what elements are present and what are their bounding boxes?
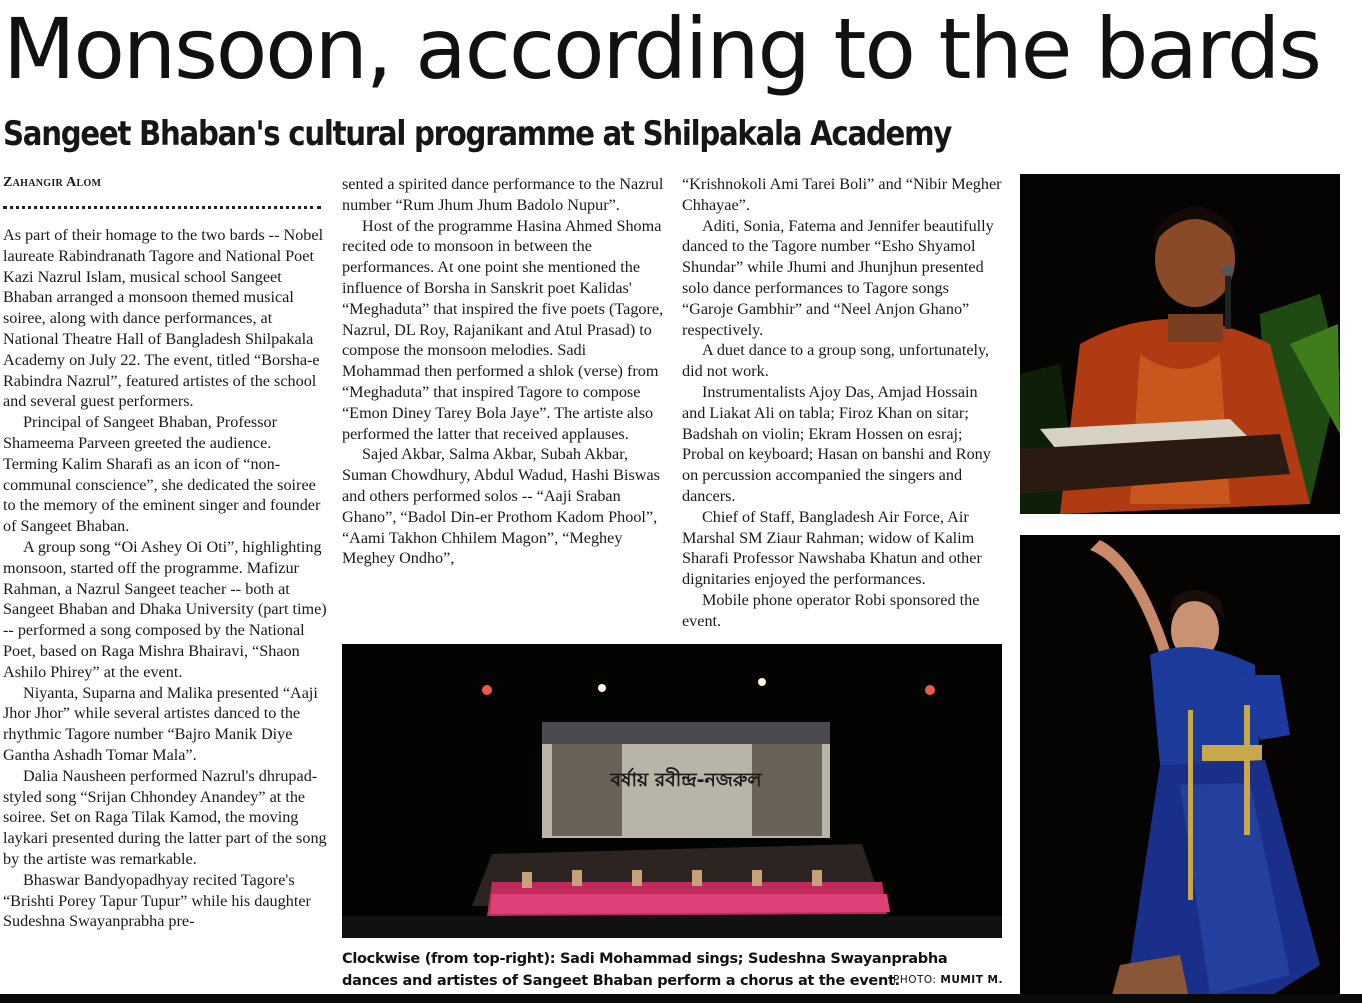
photo-credit-label: PHOTO:: [893, 974, 937, 986]
paragraph: sented a spirited dance performance to the Nazrul number “Rum Jhum Jhum Badolo Nupur”.: [342, 175, 664, 214]
paragraph: Dalia Nausheen performed Nazrul's dhrupad-styled song “Srijan Chhondey Anandey” at the soiree. Set on Raga Tilak Kamod, the moving laykari presented during the latter part of the song by the artiste was remarkable.: [3, 766, 327, 868]
stage-photo: [342, 644, 1002, 938]
byline-divider: [3, 206, 321, 209]
paragraph: A group song “Oi Ashey Oi Oti”, highlighting monsoon, started off the programme. Mafizur Rahman, a Nazrul Sangeet teacher -- both at Sangeet Bhaban and Dhaka University (part time) -- performed a song composed by the National Poet, based on Raga Mishra Bhairavi, “Shaon Ashilo Phirey” at the event.: [3, 537, 327, 681]
paragraph: A duet dance to a group song, unfortunately, did not work.: [682, 341, 990, 381]
paragraph: Sajed Akbar, Salma Akbar, Subah Akbar, Suman Chowdhury, Abdul Wadud, Hashi Biswas and others performed solos -- “Aaji Sraban Ghano”, “Badol Din-er Prothom Kadom Phool”, “Aami Takhon Chhilem Magon”, “Meghey Meghey Ondho”,: [342, 445, 660, 568]
dancer-photo: [1020, 535, 1340, 1003]
paragraph: “Krishnokoli Ami Tarei Boli” and “Nibir Megher Chhayae”.: [682, 175, 1002, 214]
paragraph: Aditi, Sonia, Fatema and Jennifer beautifully danced to the Tagore number “Esho Shyamol Shundar” while Jhumi and Jhunjhun presented solo dance performances to Tagore songs “Garoje Gambhir” and “Neel Anjon Ghano” respectively.: [682, 216, 994, 339]
page-bottom-bar: [0, 994, 1362, 1003]
photo-caption: Clockwise (from top-right): Sadi Mohammad sings; Sudeshna Swayanprabha dances and artistes of Sangeet Bhaban perform a chorus at the event.: [342, 951, 948, 989]
singer-photo: [1020, 174, 1340, 514]
paragraph: Instrumentalists Ajoy Das, Amjad Hossain and Liakat Ali on tabla; Firoz Khan on sitar; Badshah on violin; Ekram Hossen on esraj; Probal on keyboard; Hasan on banshi and Rony on percussion accompanied the singers and dancers.: [682, 382, 991, 505]
article-column-3: [682, 174, 1004, 632]
paragraph: Bhaswar Bandyopadhyay recited Tagore's “Brishti Porey Tapur Tupur” while his daughter Sudeshna Swayanprabha pre-: [3, 870, 311, 931]
stage-banner-text: বর্ষায় রবীন্দ্র-নজরুল: [610, 769, 762, 791]
paragraph: Mobile phone operator Robi sponsored the event.: [682, 590, 980, 630]
headline: Monsoon, according to the bards: [3, 0, 1321, 98]
article-column-1: [3, 225, 327, 932]
article-column-2: [342, 174, 664, 569]
paragraph: Niyanta, Suparna and Malika presented “Aaji Jhor Jhor” while several artistes danced to the rhythmic Tagore number “Bajro Manik Diye Gantha Ashadh Tomar Mala”.: [3, 683, 318, 764]
subheadline: Sangeet Bhaban's cultural programme at Shilpakala Academy: [3, 114, 952, 154]
photo-credit-name: MUMIT M.: [940, 974, 1003, 986]
byline: Zahangir Alom: [3, 175, 102, 190]
photo-credit: [893, 974, 1003, 986]
paragraph: Principal of Sangeet Bhaban, Professor Shameema Parveen greeted the audience. Terming Kalim Sharafi as an icon of “non-communal conscience”, she dedicated the soiree to the memory of the eminent singer and founder of Sangeet Bhaban.: [3, 413, 321, 536]
paragraph: Host of the programme Hasina Ahmed Shoma recited ode to monsoon in between the performances. At one point she mentioned the influence of Borsha in Sanskrit poet Kalidas' “Meghaduta” that inspired the five poets (Tagore, Nazrul, DL Roy, Rajanikant and Atul Prasad) to compose the monsoon melodies. Sadi Mohammad then performed a shlok (verse) from “Meghaduta” that inspired Tagore to compose “Emon Diney Tarey Bola Jaye”. The artiste also performed the latter that received applauses.: [342, 216, 664, 443]
paragraph: Chief of Staff, Bangladesh Air Force, Air Marshal SM Ziaur Rahman; widow of Kalim Sharafi Professor Nawshaba Khatun and other dignitaries enjoyed the performances.: [682, 507, 982, 589]
paragraph: As part of their homage to the two bards -- Nobel laureate Rabindranath Tagore and National Poet Kazi Nazrul Islam, musical school Sangeet Bhaban arranged a monsoon themed musical soiree, along with dance performances, at National Theatre Hall of Bangladesh Shilpakala Academy on July 22. The event, titled “Borsha-e Rabindra Nazrul”, featured artistes of the school and several guest performers.: [3, 226, 324, 411]
